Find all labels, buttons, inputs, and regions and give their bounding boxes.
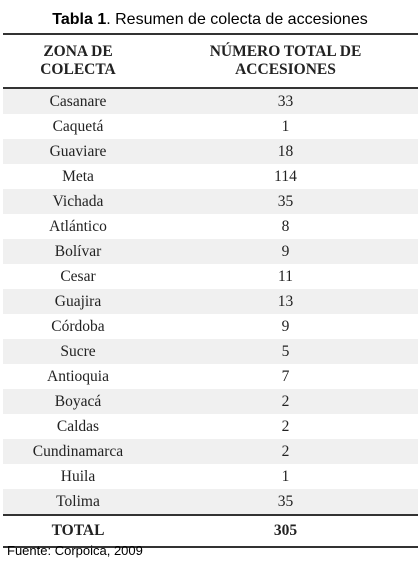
table-row	[3, 239, 418, 264]
table-row	[3, 339, 418, 364]
table-row	[3, 189, 418, 214]
zone-cell: Meta	[62, 167, 94, 185]
source-note: Fuente: Corpoica, 2009	[7, 543, 143, 558]
zone-cell: Huila	[60, 467, 96, 485]
table-row	[3, 164, 418, 189]
table-row	[3, 439, 418, 464]
total-label: TOTAL	[51, 522, 105, 539]
count-cell: 35	[277, 192, 294, 210]
count-cell: 18	[277, 142, 294, 160]
zone-cell: Sucre	[60, 342, 96, 360]
header-count-line1: NÚMERO TOTAL DE	[209, 43, 362, 60]
zone-cell: Antioquia	[47, 367, 109, 385]
table-row	[3, 389, 418, 414]
count-cell: 7	[281, 367, 290, 385]
table-row	[3, 139, 418, 164]
table-body	[3, 89, 418, 514]
zone-cell: Cundinamarca	[32, 442, 124, 460]
table-row	[3, 214, 418, 239]
count-cell: 13	[277, 292, 294, 310]
caption-label: Tabla 1	[52, 11, 107, 28]
total-count: 305	[273, 522, 298, 539]
count-cell: 1	[281, 117, 290, 135]
count-cell: 5	[281, 342, 290, 360]
count-cell: 2	[281, 417, 290, 435]
table-header	[3, 35, 418, 89]
header-zone-line1: ZONA DE	[43, 43, 113, 60]
zone-cell: Córdoba	[51, 317, 105, 335]
table-row	[3, 414, 418, 439]
zone-cell: Atlántico	[49, 217, 107, 235]
count-cell: 2	[281, 442, 290, 460]
total-row	[3, 514, 418, 546]
table-row	[3, 289, 418, 314]
header-count	[153, 43, 418, 79]
table-caption	[0, 10, 420, 30]
zone-cell: Tolima	[56, 492, 100, 510]
zone-cell: Caldas	[56, 417, 100, 435]
count-cell: 11	[278, 267, 293, 285]
zone-cell: Boyacá	[54, 392, 102, 410]
zone-cell: Vichada	[52, 192, 104, 210]
count-cell: 8	[281, 217, 290, 235]
zone-cell: Bolívar	[54, 242, 102, 260]
count-cell: 9	[281, 317, 290, 335]
zone-cell: Cesar	[60, 267, 96, 285]
zone-cell: Guaviare	[49, 142, 107, 160]
zone-cell: Guajira	[54, 292, 102, 310]
count-cell: 9	[281, 242, 290, 260]
caption-text: . Resumen de colecta de accesiones	[106, 11, 368, 28]
header-count-line2: ACCESIONES	[235, 61, 336, 78]
count-cell: 2	[281, 392, 290, 410]
header-zone	[3, 43, 153, 79]
count-cell: 35	[277, 492, 294, 510]
zone-cell: Casanare	[49, 92, 107, 110]
header-zone-line2: COLECTA	[40, 61, 116, 78]
count-cell: 114	[274, 167, 297, 185]
accessions-table	[3, 33, 418, 548]
table-row	[3, 89, 418, 114]
table-row	[3, 464, 418, 489]
count-cell: 33	[277, 92, 294, 110]
table-row	[3, 114, 418, 139]
count-cell: 1	[281, 467, 290, 485]
table-row	[3, 314, 418, 339]
zone-cell: Caquetá	[52, 117, 104, 135]
table-row	[3, 264, 418, 289]
table-row	[3, 364, 418, 389]
table-row	[3, 489, 418, 514]
